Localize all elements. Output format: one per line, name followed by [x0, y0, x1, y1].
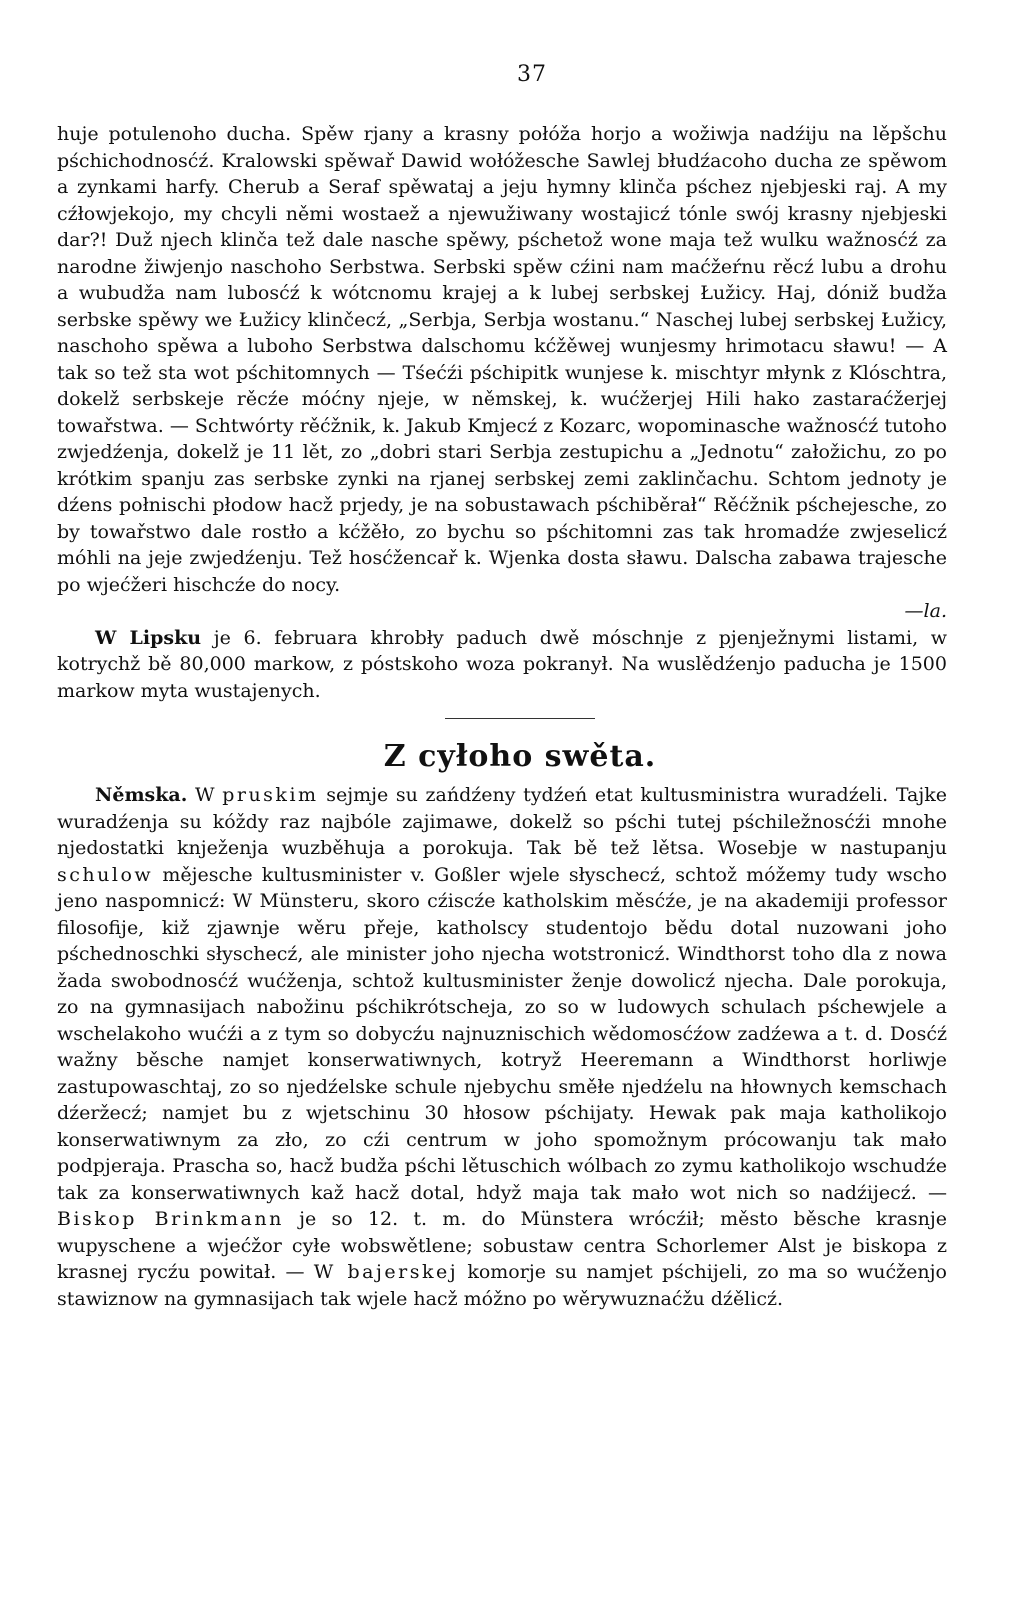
news-item-text: sejmje su zańdźeny tydźeń etat kultusministra wuradźeli. Tajke wuradźenja su kóždy raz najbóle zajimawe, dokelž so pśchi tutej pśchiležnosćźi mnohe njedostatki knježenja wuzběhuja a porokuja. Tak bě tež lětsa. Wosebje w nastupanju	[57, 784, 947, 859]
emphasized-term: schulow	[57, 863, 154, 886]
author-signature: —la.	[904, 600, 947, 622]
article-continuation-text: huje potulenoho ducha. Spěw rjany a krasny połóža horjo a wožiwja nadźiju na lěpšchu pśchichodnosćź. Kralowski spěwař Dawid wołóžesche Sawlej błudźacoho ducha ze spěwom a zynkami harfy. Cherub a Seraf spěwataj a jeju hymny klinča pśchez njebjeski raj. A my cźłowjekojo, my chcyli němi wostaež a njewužiwany wostajicź tónle swój krasny njebjeski dar?! Duž njech klinča tež dale nasche spěwy, pśchetož wone maja tež wulku wažnosćź za narodne žiwjenjo naschoho Serbstwa. Serbski spěw cźini nam maćžeŕnu rěcź lubu a drohu a wubudža nam lubosćź k wótcnomu krajej a k lubej serbskej Łužicy. Haj, dóniž budža serbske spěwy we Łužicy klinčecź, „Serbja, Serbja wostanu.“ Naschej lubej serbskej Łužicy, naschoho spěwa a luboho Serbstwa dalschomu kćžěwej wunjesmy hrimotacu sławu! — A tak so tež sta wot pśchitomnych — Tśećźi pśchipitk wunjese k. mischtyr młynk z Klóschtra, dokelž serbskeje rěcźe móćny njeje, w němskej, k. wućžerjej Hili hako zastaraćžerjej towařstwa. — Schtwórty rěćžnik, k. Jakub Kmjecź z Kozarc, wopominasche wažnosćź tutoho zwjedźenja, dokelž je 11 lět, zo „dobri stari Serbja zestupichu a „Jednotu“ załožichu, zo po krótkim spanju zas serbske zynki na rjanej serbskej zemi zaklinčachu. Schtom jednoty je dźens połnischi płodow hacž prjedy, je na sobustawach pśchiběrał“ Rěćžnik pśchejesche, zo by towařstwo dale rostło a kćžěło, zo bychu so pśchitomni zas tak hromadźe zwjeselicź móhli na jeje zwjedźenju. Tež hosćžencař k. Wjenka dosta sławu. Dalscha zabawa trajesche po wjećžeri hischcźe do nocy.	[57, 123, 947, 596]
article-continuation	[57, 121, 947, 625]
news-item-lead: Němska.	[95, 784, 188, 806]
news-item-lead: W Lipsku	[95, 626, 202, 649]
news-item-nemska	[57, 782, 947, 1312]
document-page	[57, 62, 947, 1312]
news-item-text: mějesche kultusminister v. Goßler wjele słyschecź, schtož móžemy tudy wscho jeno naspomnicź: W Münsteru, skoro cźiscźe katholskim měsćźe, je na akademiji professor filosofije, kiž zjawnje wěru přeje, katholscy studentojo bědu dotal nuzowani joho pśchednoschki słyschecź, ale minister joho njecha wotstronicź. Windthorst toho dla z nowa žada swobodnosćź wućženja, schtož kultusminister ženje dowolicź njecha. Dale porokuja, zo na gymnasijach nabožinu pśchikrótschejа, zo so w ludowych schulach pśchewjele a wschelakoho wućźi a z tym so dobycźu najnuznischich wědomosćźow zadźewa a t. d. Dosćź wažny běsche namjet konserwatiwnych, kotryž Heeremann a Windthorst horliwje zastupowaschtaj, zo so njedźelske schule njebychu směłe njedźelu na hłownych kemschach dźeržecź; namjet bu z wjetschinu 30 hłosow pśchijaty. Hewak pak maja katholikojo konserwatiwnym za zło, zo cźi centrum w joho spomožnym prócowanju tak mało podpjeraja. Prascha so, hacž budža pśchi lětuschich wólbach zo zymu katholikojo wschudźe tak za konserwatiwnych kaž hacž dotal, hdyž maja tak mało wot nich so nadźijecź. —	[57, 863, 947, 1204]
news-item-text: je 6. februara khrobły paduch dwě móschnje z pjenježnymi listami, w kotrychž bě 80,000 markow, z póstskoho woza pokranył. Na wuslědźenjo paducha je 1500 markow myta wustajenych.	[57, 626, 948, 702]
emphasized-term: W bajerskej	[313, 1261, 459, 1283]
news-item-lipsk	[57, 625, 947, 705]
news-item-text: W	[187, 784, 223, 806]
emphasized-term: Biskop Brinkmann	[57, 1208, 284, 1230]
section-title: Z cyłoho swěta.	[383, 739, 657, 774]
section-divider	[445, 718, 595, 719]
news-item-text: komorje su namjet pśchijeli, zo ma so wućženjo stawiznow na gymnasijach tak wjele hacž móžno po wěrywuznaćžu dźělicź.	[57, 1261, 947, 1310]
page-number: 37	[517, 62, 547, 87]
news-item-text: je so 12. t. m. do Münstera wrócźił; město běsche krasnje wupyschene a wjećžor cyłe wobswětlene; sobustaw centra Schorlemer Alst je biskopa z krasnej rycźu powitał. —	[57, 1208, 947, 1283]
emphasized-term: pruskim	[222, 784, 319, 806]
